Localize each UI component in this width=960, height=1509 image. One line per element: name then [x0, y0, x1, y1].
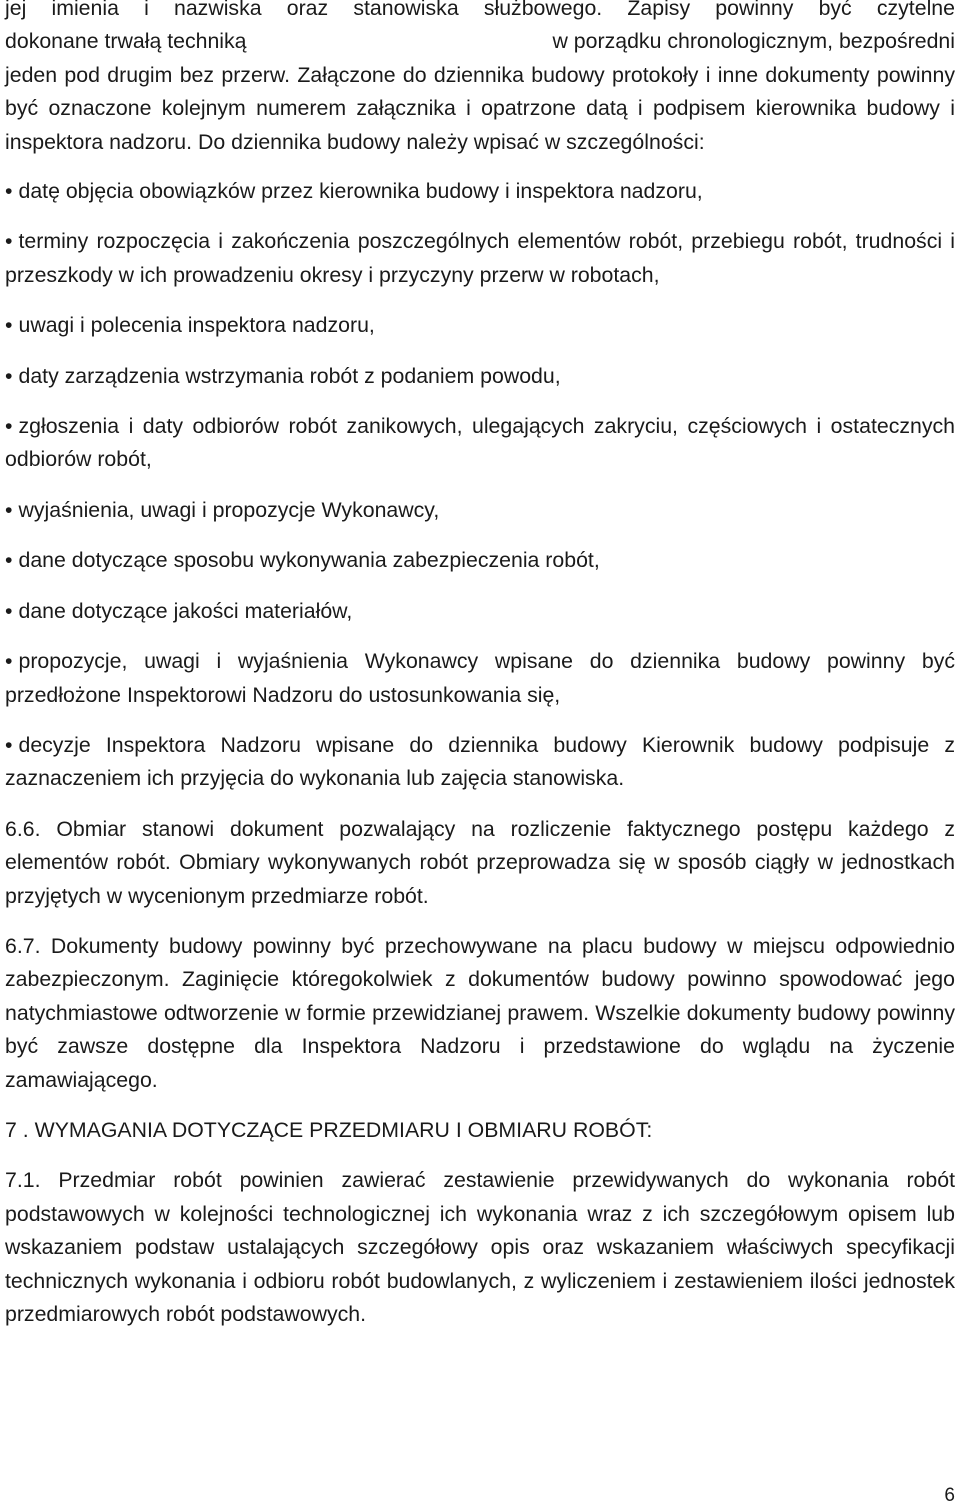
- bullet-icon: •: [5, 414, 13, 439]
- list-item-text: terminy rozpoczęcia i zakończenia poszczególnych elementów robót, przebiegu robót, trudności i przeszkody w ich prowadzeniu okresy i przyczyny przerw w robotach,: [5, 229, 955, 287]
- bullet-icon: •: [5, 313, 13, 338]
- list-item-text: wyjaśnienia, uwagi i propozycje Wykonawcy,: [18, 497, 440, 522]
- bullet-icon: •: [5, 179, 13, 204]
- list-item-text: uwagi i polecenia inspektora nadzoru,: [18, 313, 375, 338]
- list-item-text: dane dotyczące jakości materiałów,: [18, 598, 353, 623]
- list-item: [5, 175, 955, 208]
- list-item-text: zgłoszenia i daty odbiorów robót zanikowych, ulegających zakryciu, częściowych i ostatecznych odbiorów robót,: [5, 414, 955, 472]
- bullet-icon: •: [5, 548, 13, 573]
- bullet-icon: •: [5, 732, 13, 757]
- list-item-text: datę objęcia obowiązków przez kierownika budowy i inspektora nadzoru,: [18, 179, 703, 204]
- intro-line-2: [5, 25, 955, 58]
- list-item: [5, 360, 955, 393]
- list-item: [5, 494, 955, 527]
- intro-line-2-left: dokonane trwałą techniką: [5, 29, 247, 54]
- page-number: 6: [944, 1485, 955, 1506]
- section-7-1-paragraph: 7.1. Przedmiar robót powinien zawierać zestawienie przewidywanych do wykonania robót podstawowych w kolejności technologicznej ich wykonania wraz z ich szczegółowym opisem lub wskazaniem podstaw ustalających szczegółowy opis oraz wskazaniem właściwych specyfikacji technicznych wykonania i odbioru robót budowlanych, z wyliczeniem i zestawieniem ilości jednostek przedmiarowych robót podstawowych.: [5, 1168, 955, 1326]
- list-item-text: decyzje Inspektora Nadzoru wpisane do dziennika budowy Kierownik budowy podpisuje z zaznaczeniem ich przyjęcia do wykonania lub zajęcia stanowiska.: [5, 732, 955, 791]
- section-6-6-paragraph: 6.6. Obmiar stanowi dokument pozwalający na rozliczenie faktycznego postępu każdego z elementów robót. Obmiary wykonywanych robót przeprowadza się w sposób ciągły w jednostkach przyjętych w wycenionym przedmiarze robót.: [5, 816, 955, 908]
- bullet-icon: •: [5, 229, 13, 254]
- list-item: [5, 645, 955, 712]
- list-item: [5, 225, 955, 292]
- bullet-icon: •: [5, 598, 13, 623]
- list-item-text: daty zarządzenia wstrzymania robót z podaniem powodu,: [18, 363, 561, 388]
- list-item-text: dane dotyczące sposobu wykonywania zabezpieczenia robót,: [18, 548, 600, 573]
- section-7-heading: 7 . WYMAGANIA DOTYCZĄCE PRZEDMIARU I OBMIARU ROBÓT:: [5, 1117, 653, 1142]
- list-item: [5, 410, 955, 477]
- list-item: [5, 544, 955, 577]
- entries-bullet-list: [5, 175, 955, 796]
- list-item-text: propozycje, uwagi i wyjaśnienia Wykonawcy wpisane do dziennika budowy powinny być przedłożone Inspektorowi Nadzoru do ustosunkowania się,: [5, 649, 955, 707]
- document-page: [5, 0, 955, 1331]
- list-item: [5, 309, 955, 342]
- intro-paragraph: jeden pod drugim bez przerw. Załączone do dziennika budowy protokoły i inne dokumenty powinny być oznaczone kolejnym numerem załącznika i opatrzone datą i podpisem kierownika budowy i inspektora nadzoru. Do dziennika budowy należy wpisać w szczególności:: [5, 62, 955, 154]
- bullet-icon: •: [5, 649, 13, 674]
- intro-line-2-right: w porządku chronologicznym, bezpośredni: [552, 29, 955, 54]
- bullet-icon: •: [5, 497, 13, 522]
- intro-line-1: jej imienia i nazwiska oraz stanowiska służbowego. Zapisy powinny być czytelne: [5, 0, 955, 20]
- section-6-7-paragraph: 6.7. Dokumenty budowy powinny być przechowywane na placu budowy w miejscu odpowiednio zabezpieczonym. Zaginięcie któregokolwiek z dokumentów budowy powinno spowodować jego natychmiastowe odtworzenie w formie przewidzianej prawem. Wszelkie dokumenty budowy powinny być zawsze dostępne dla Inspektora Nadzoru i przedstawione do wglądu na życzenie zamawiającego.: [5, 933, 955, 1092]
- bullet-icon: •: [5, 363, 13, 388]
- list-item: [5, 595, 955, 628]
- list-item: [5, 729, 955, 796]
